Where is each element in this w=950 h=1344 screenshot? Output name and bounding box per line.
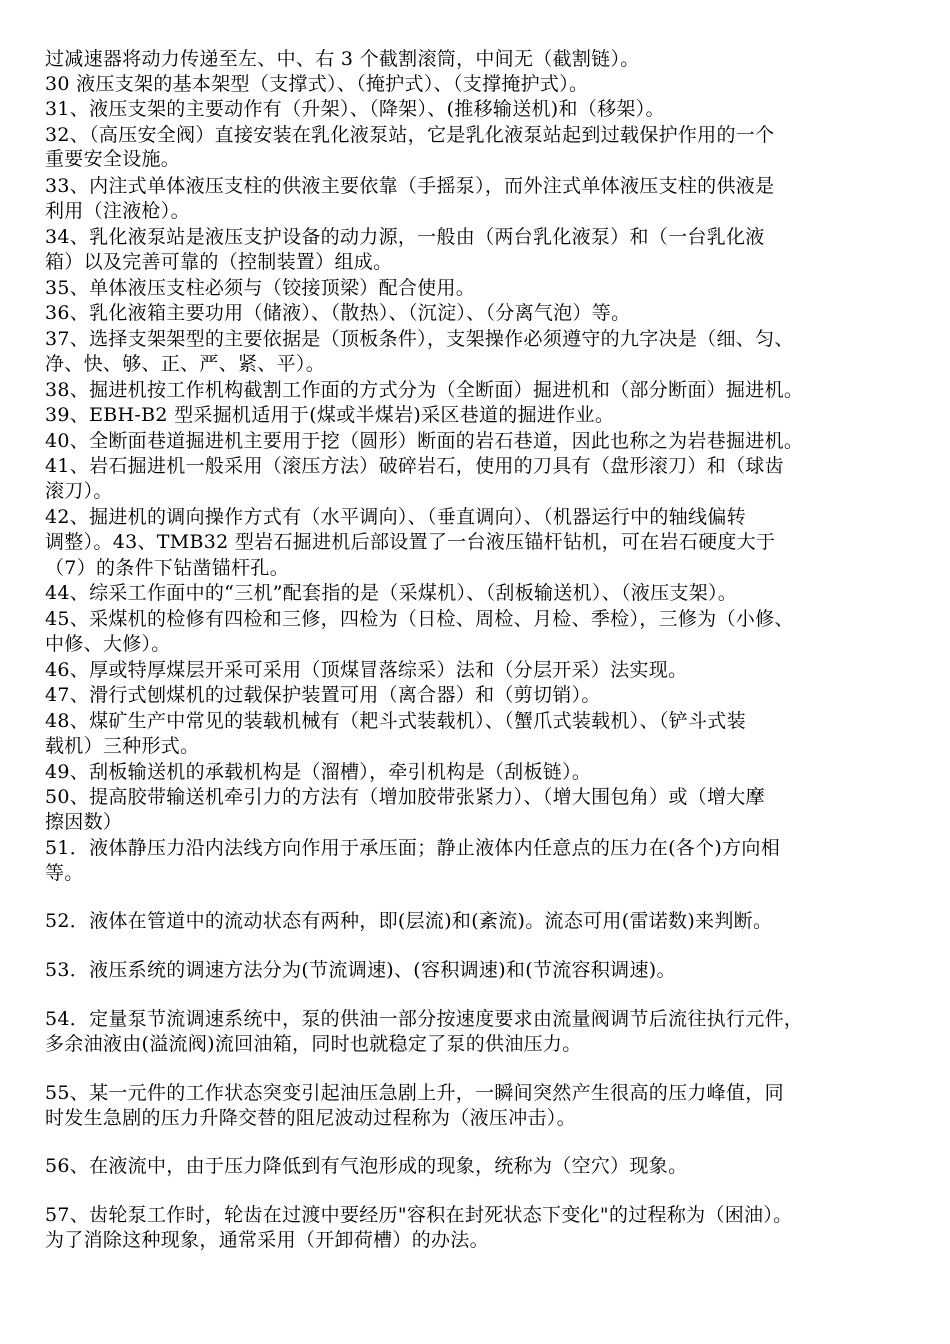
text-line: 35、单体液压支柱必须与（铰接顶梁）配合使用。 <box>45 277 476 299</box>
text-line: 滚刀）。 <box>45 480 113 502</box>
text-line: 41、岩石掘进机一般采用（滚压方法）破碎岩石，使用的刀具有（盘形滚刀）和（球齿 <box>45 455 784 477</box>
text-line: 42、掘进机的调向操作方式有（水平调向）、（垂直调向）、（机器运行中的轴线偏转 <box>45 506 746 528</box>
text-line: 53．液压系统的调速方法分为(节流调速)、(容积调速)和(节流容积调速)。 <box>45 959 676 981</box>
text-line: 利用（注液枪）。 <box>45 200 190 222</box>
text-line: 40、全断面巷道掘进机主要用于挖（圆形）断面的岩石巷道，因此也称之为岩巷掘进机。 <box>45 430 804 452</box>
text-line: 33、内注式单体液压支柱的供液主要依靠（手摇泵），而外注式单体液压支柱的供液是 <box>45 175 775 197</box>
text-line: 等。 <box>45 862 84 884</box>
text-line: 净、快、够、正、严、紧、平）。 <box>45 353 326 375</box>
text-line: 56、在液流中，由于压力降低到有气泡形成的现象，统称为（空穴）现象。 <box>45 1155 688 1177</box>
text-line: 中修、大修）。 <box>45 633 171 655</box>
text-line: 32、（高压安全阀）直接安装在乳化液泵站，它是乳化液泵站起到过载保护作用的一个 <box>45 124 775 146</box>
text-line: 36、乳化液箱主要功用（储液）、（散热）、（沉淀）、（分离气泡）等。 <box>45 302 631 324</box>
text-line: 52．液体在管道中的流动状态有两种，即(层流)和(紊流)。流态可用(雷诺数)来判断。 <box>45 910 773 932</box>
text-line: 45、采煤机的检修有四检和三修，四检为（日检、周检、月检、季检），三修为（小修、 <box>45 608 794 630</box>
text-line: 调整）。43、TMB32 型岩石掘进机后部设置了一台液压锚杆钻机，可在岩石硬度大于 <box>45 531 776 553</box>
text-line: 47、滑行式刨煤机的过载保护装置可用（离合器）和（剪切销）。 <box>45 684 601 706</box>
text-line: 34、乳化液泵站是液压支护设备的动力源，一般由（两台乳化液泵）和（一台乳化液 <box>45 226 765 248</box>
text-line: 箱）以及完善可靠的（控制装置）组成。 <box>45 251 393 273</box>
text-line: 38、掘进机按工作机构截割工作面的方式分为（全断面）掘进机和（部分断面）掘进机。 <box>45 379 804 401</box>
text-line: 39、EBH-B2 型采掘机适用于(煤或半煤岩)采区巷道的掘进作业。 <box>45 404 615 426</box>
text-line: 48、煤矿生产中常见的装载机械有（耙斗式装载机）、（蟹爪式装载机）、（铲斗式装 <box>45 710 746 732</box>
text-line: 37、选择支架架型的主要依据是（顶板条件），支架操作必须遵守的九字决是（细、匀、 <box>45 328 794 350</box>
text-line: 为了消除这种现象，通常采用（开卸荷槽）的办法。 <box>45 1229 489 1251</box>
text-line: 46、厚或特厚煤层开采可采用（顶煤冒落综采）法和（分层开采）法实现。 <box>45 659 688 681</box>
text-line: 时发生急剧的压力升降交替的阻尼波动过程称为（液压冲击）。 <box>45 1107 576 1129</box>
text-line: 31、液压支架的主要动作有（升架）、（降架）、(推移输送机)和（移架）。 <box>45 98 665 120</box>
text-line: 30 液压支架的基本架型（支撑式）、（掩护式）、（支撑掩护式）。 <box>45 73 589 95</box>
text-line: （7）的条件下钻凿锚杆孔。 <box>45 557 289 579</box>
text-line: 多余油液由(溢流阀)流回油箱，同时也就稳定了泵的供油压力。 <box>45 1033 582 1055</box>
text-line: 50、提高胶带输送机牵引力的方法有（增加胶带张紧力）、（增大围包角）或（增大摩 <box>45 786 765 808</box>
text-line: 49、刮板输送机的承载机构是（溜槽），牵引机构是（刮板链）。 <box>45 761 592 783</box>
text-line: 擦因数） <box>45 811 123 833</box>
text-line: 51．液体静压力沿内法线方向作用于承压面；静止液体内任意点的压力在(各个)方向相 <box>45 837 781 859</box>
text-line: 54．定量泵节流调速系统中，泵的供油一部分按速度要求由流量阀调节后流往执行元件， <box>45 1008 804 1030</box>
text-line: 55、某一元件的工作状态突变引起油压急剧上升，一瞬间突然产生很高的压力峰值，同 <box>45 1082 784 1104</box>
text-line: 过减速器将动力传递至左、中、右 3 个截割滚筒，中间无（截割链）。 <box>45 48 640 70</box>
text-line: 44、综采工作面中的“三机”配套指的是（采煤机）、（刮板输送机）、（液压支架）。 <box>45 582 738 604</box>
text-line: 重要安全设施。 <box>45 148 181 170</box>
text-line: 57、齿轮泵工作时，轮齿在过渡中要经历"容积在封死状态下变化"的过程称为（困油）。 <box>45 1204 793 1226</box>
text-line: 载机）三种形式。 <box>45 735 200 757</box>
